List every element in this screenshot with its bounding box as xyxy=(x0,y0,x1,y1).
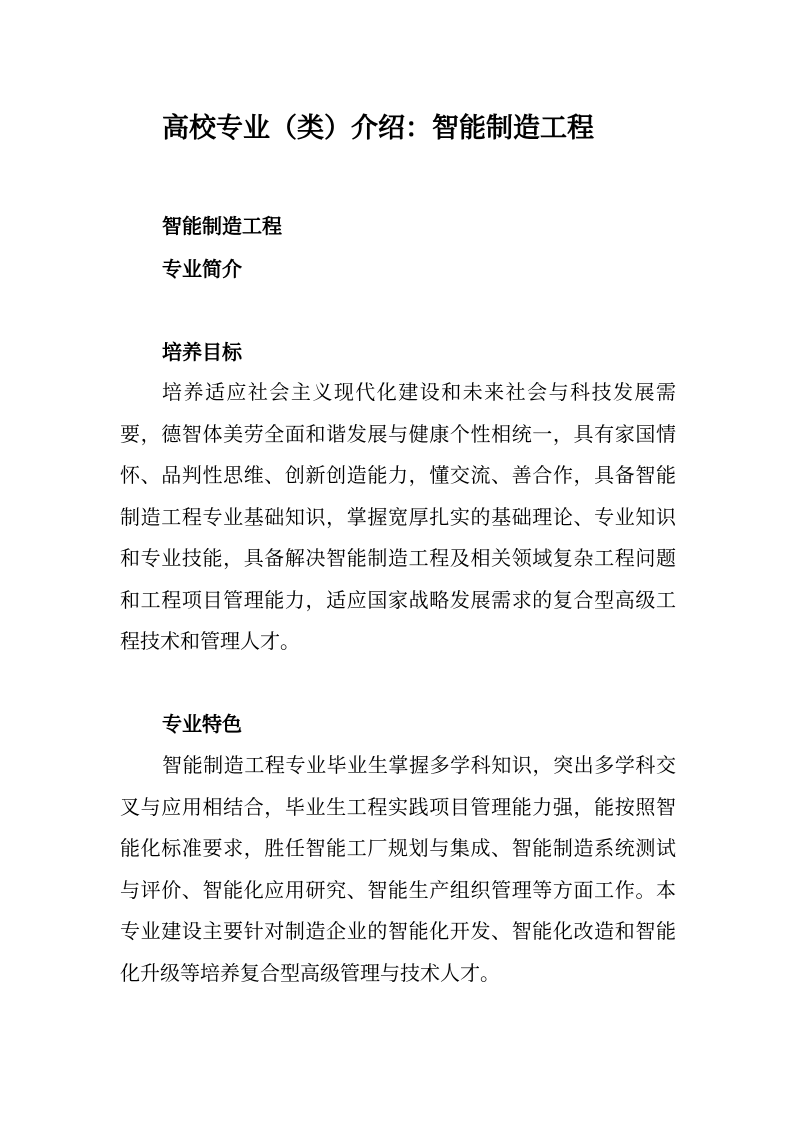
training-goal-heading: 培养目标 xyxy=(162,340,242,364)
major-features-heading: 专业特色 xyxy=(162,712,242,736)
major-name-heading: 智能制造工程 xyxy=(162,214,282,238)
intro-heading: 专业简介 xyxy=(162,257,242,281)
major-features-paragraph: 智能制造工程专业毕业生掌握多学科知识，突出多学科交叉与应用相结合，毕业生工程实践项目管理能力强，能按照智能化标准要求，胜任智能工厂规划与集成、智能制造系统测试与评价、智能化应用研究、智能生产组织管理等方面工作。本专业建设主要针对制造企业的智能化开发、智能化改造和智能化升级等培养复合型高级管理与技术人才。 xyxy=(120,753,676,985)
training-goal-paragraph: 培养适应社会主义现代化建设和未来社会与科技发展需要，德智体美劳全面和谐发展与健康个性相统一，具有家国情怀、品判性思维、创新创造能力，懂交流、善合作，具备智能制造工程专业基础知识，掌握宽厚扎实的基础理论、专业知识和专业技能，具备解决智能制造工程及相关领域复杂工程问题和工程项目管理能力，适应国家战略发展需求的复合型高级工程技术和管理人才。 xyxy=(120,380,676,653)
page-title: 高校专业（类）介绍：智能制造工程 xyxy=(162,113,594,144)
